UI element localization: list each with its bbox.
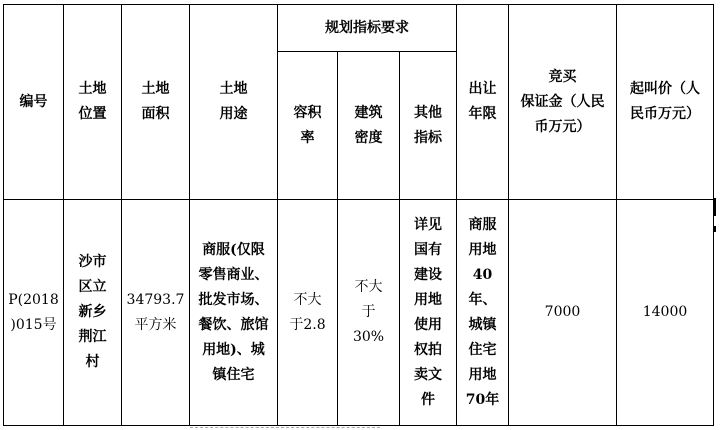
cell-location: 沙市 区立 新乡 荆江 村: [64, 200, 122, 426]
cell-far: 不大 于2.8: [278, 200, 338, 426]
header-far: 容积 率: [278, 52, 338, 200]
cell-id: P(2018 )015号: [4, 200, 64, 426]
header-use: 土地 用途: [190, 5, 278, 200]
page-boundary-line: [190, 427, 380, 428]
header-other: 其他 指标: [400, 52, 457, 200]
cursor-mark: [713, 198, 716, 216]
cell-start-price: 14000: [617, 200, 714, 426]
cell-use: 商服(仅限 零售商业、 批发市场、 餐饮、旅馆 用地)、城 镇住宅: [190, 200, 278, 426]
table-row: [4, 200, 714, 426]
header-term: 出让 年限: [457, 5, 509, 200]
header-density: 建筑 密度: [338, 52, 400, 200]
header-start-price: 起叫价（人 民币万元）: [617, 5, 714, 200]
header-id: 编号: [4, 5, 64, 200]
cell-area: 34793.7 平方米: [122, 200, 190, 426]
cell-term: 商服 用地 40 年、 城镇 住宅 用地 70年: [457, 200, 509, 426]
header-row-top: [4, 5, 714, 52]
header-planning-group: 规划指标要求: [278, 5, 457, 52]
cell-other: 详见 国有 建设 用地 使用 权拍 卖文 件: [400, 200, 457, 426]
cell-deposit: 7000: [509, 200, 617, 426]
header-deposit: 竞买 保证金（人民 币万元）: [509, 5, 617, 200]
cursor-mark: [713, 226, 716, 232]
header-location: 土地 位置: [64, 5, 122, 200]
land-auction-table: [3, 4, 714, 426]
cell-density: 不大 于 30%: [338, 200, 400, 426]
header-area: 土地 面积: [122, 5, 190, 200]
